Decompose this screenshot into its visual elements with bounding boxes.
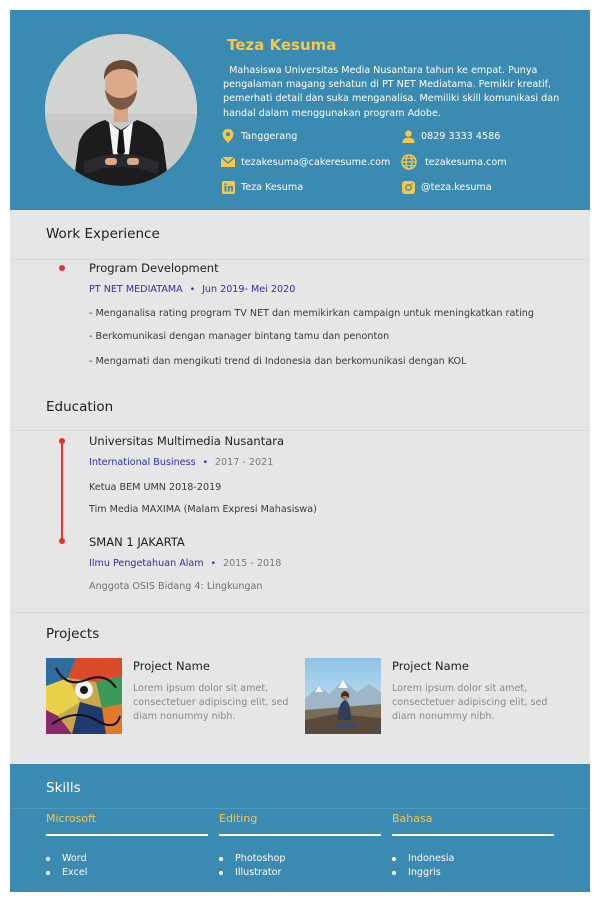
job-bullet-2: - Berkomunikasi dengan manager bintang tamu dan penonton [89, 331, 390, 342]
school-name-2: SMAN 1 JAKARTA [89, 535, 185, 549]
major-1: International Business [89, 457, 196, 468]
map-pin-icon [221, 129, 235, 143]
resume-page [10, 10, 590, 892]
user-icon [401, 129, 415, 143]
years-1: 2017 - 2021 [214, 457, 274, 468]
project-desc-2: Lorem ipsum dolor sit amet, consectetuer adipiscing elit, sed diam nonummy nibh. [392, 683, 548, 722]
skill-underline-2 [219, 834, 381, 836]
contact-phone [401, 128, 500, 144]
skill-item [46, 867, 87, 878]
project-desc-1: Lorem ipsum dolor sit amet, consectetuer adipiscing elit, sed diam nonummy nibh. [133, 683, 289, 722]
education-section-title: Education [46, 399, 114, 415]
project-thumbnail-2[interactable] [305, 658, 381, 734]
meta-separator: • [202, 457, 208, 468]
job-date: Jun 2019- Mei 2020 [202, 284, 296, 295]
instagram-link[interactable]: @teza.kesuma [421, 181, 492, 193]
job-meta [89, 284, 295, 295]
school-note-1-2: Tim Media MAXIMA (Malam Expresi Mahasiswa) [89, 504, 317, 515]
meta-separator: • [189, 284, 196, 295]
contact-location [221, 128, 297, 144]
skill-label: Photoshop [235, 853, 286, 864]
work-timeline-dot [59, 265, 65, 271]
profile-bio-text: Mahasiswa Universitas Media Nusantara tahun ke empat. Punya pengalaman magang sehatun di PT NET Mediatama. Pemikir kreatif, pemerhati detail dan suka menganalisa. Memiliki skill komunikasi dan handal dalam menggunakan program Adobe. [223, 65, 560, 119]
website-link[interactable]: tezakesuma.com [425, 156, 507, 168]
skills-section [10, 764, 590, 892]
linkedin-icon [221, 180, 235, 194]
phone-text: 0829 3333 4586 [421, 130, 501, 142]
profile-header [10, 10, 590, 210]
skill-label: Excel [62, 867, 88, 878]
skill-label: Illustrator [235, 867, 282, 878]
globe-icon [401, 154, 417, 170]
skill-item [46, 853, 87, 864]
bullet-icon [392, 857, 396, 861]
skill-label: Inggris [408, 867, 441, 878]
bullet-icon [219, 857, 223, 861]
project-thumbnail-1[interactable] [46, 658, 122, 734]
skill-label: Word [62, 853, 87, 864]
skill-category-3: Bahasa [392, 812, 433, 825]
profile-bio [223, 64, 573, 121]
bullet-icon [219, 871, 223, 875]
school-note-1-1: Ketua BEM UMN 2018-2019 [89, 482, 222, 493]
contact-linkedin[interactable] [221, 179, 303, 195]
profile-photo [45, 34, 197, 186]
bullet-icon [46, 857, 50, 861]
major-2: Ilmu Pengetahuan Alam [89, 558, 204, 569]
contact-instagram[interactable] [401, 179, 492, 195]
contact-email[interactable] [221, 154, 390, 170]
skill-item [392, 853, 454, 864]
job-bullet-1: - Menganalisa rating program TV NET dan memikirkan campaign untuk meningkatkan rating [89, 308, 534, 319]
education-timeline-dot-1 [59, 438, 65, 444]
section-divider [10, 259, 590, 260]
skill-item [219, 853, 285, 864]
section-divider [10, 612, 590, 613]
job-bullet-3: - Mengamati dan mengikuti trend di Indonesia dan berkomunikasi dengan KOL [89, 356, 467, 367]
meta-separator: • [210, 558, 216, 569]
skills-section-title: Skills [46, 780, 81, 796]
company-name: PT NET MEDIATAMA [89, 284, 183, 295]
job-title: Program Development [89, 261, 219, 275]
skill-underline-1 [46, 834, 208, 836]
school-note-2-1: Anggota OSIS Bidang 4: Lingkungan [89, 581, 263, 592]
skill-item [392, 867, 441, 878]
project-name-2: Project Name [392, 659, 469, 673]
school-meta-1 [89, 457, 273, 468]
work-section-title: Work Experience [46, 226, 160, 242]
bullet-icon [392, 871, 396, 875]
envelope-icon [221, 155, 235, 169]
education-timeline-dot-2 [59, 538, 65, 544]
skill-label: Indonesia [408, 853, 455, 864]
linkedin-link[interactable]: Teza Kesuma [241, 181, 304, 193]
bullet-icon [46, 871, 50, 875]
education-timeline-line [61, 441, 63, 541]
skill-category-1: Microsoft [46, 812, 97, 825]
school-name-1: Universitas Multimedia Nusantara [89, 434, 285, 448]
section-divider [10, 430, 590, 431]
skill-item [219, 867, 281, 878]
project-name-1: Project Name [133, 659, 210, 673]
skill-underline-3 [392, 834, 554, 836]
projects-section-title: Projects [46, 626, 100, 642]
section-divider [10, 808, 590, 809]
profile-name: Teza Kesuma [227, 36, 337, 54]
instagram-icon [401, 180, 415, 194]
email-link[interactable]: tezakesuma@cakeresume.com [241, 156, 391, 168]
skill-category-2: Editing [219, 812, 258, 825]
contact-website[interactable] [401, 154, 507, 170]
years-2: 2015 - 2018 [222, 558, 282, 569]
school-meta-2 [89, 558, 281, 569]
location-text: Tanggerang [241, 130, 298, 142]
